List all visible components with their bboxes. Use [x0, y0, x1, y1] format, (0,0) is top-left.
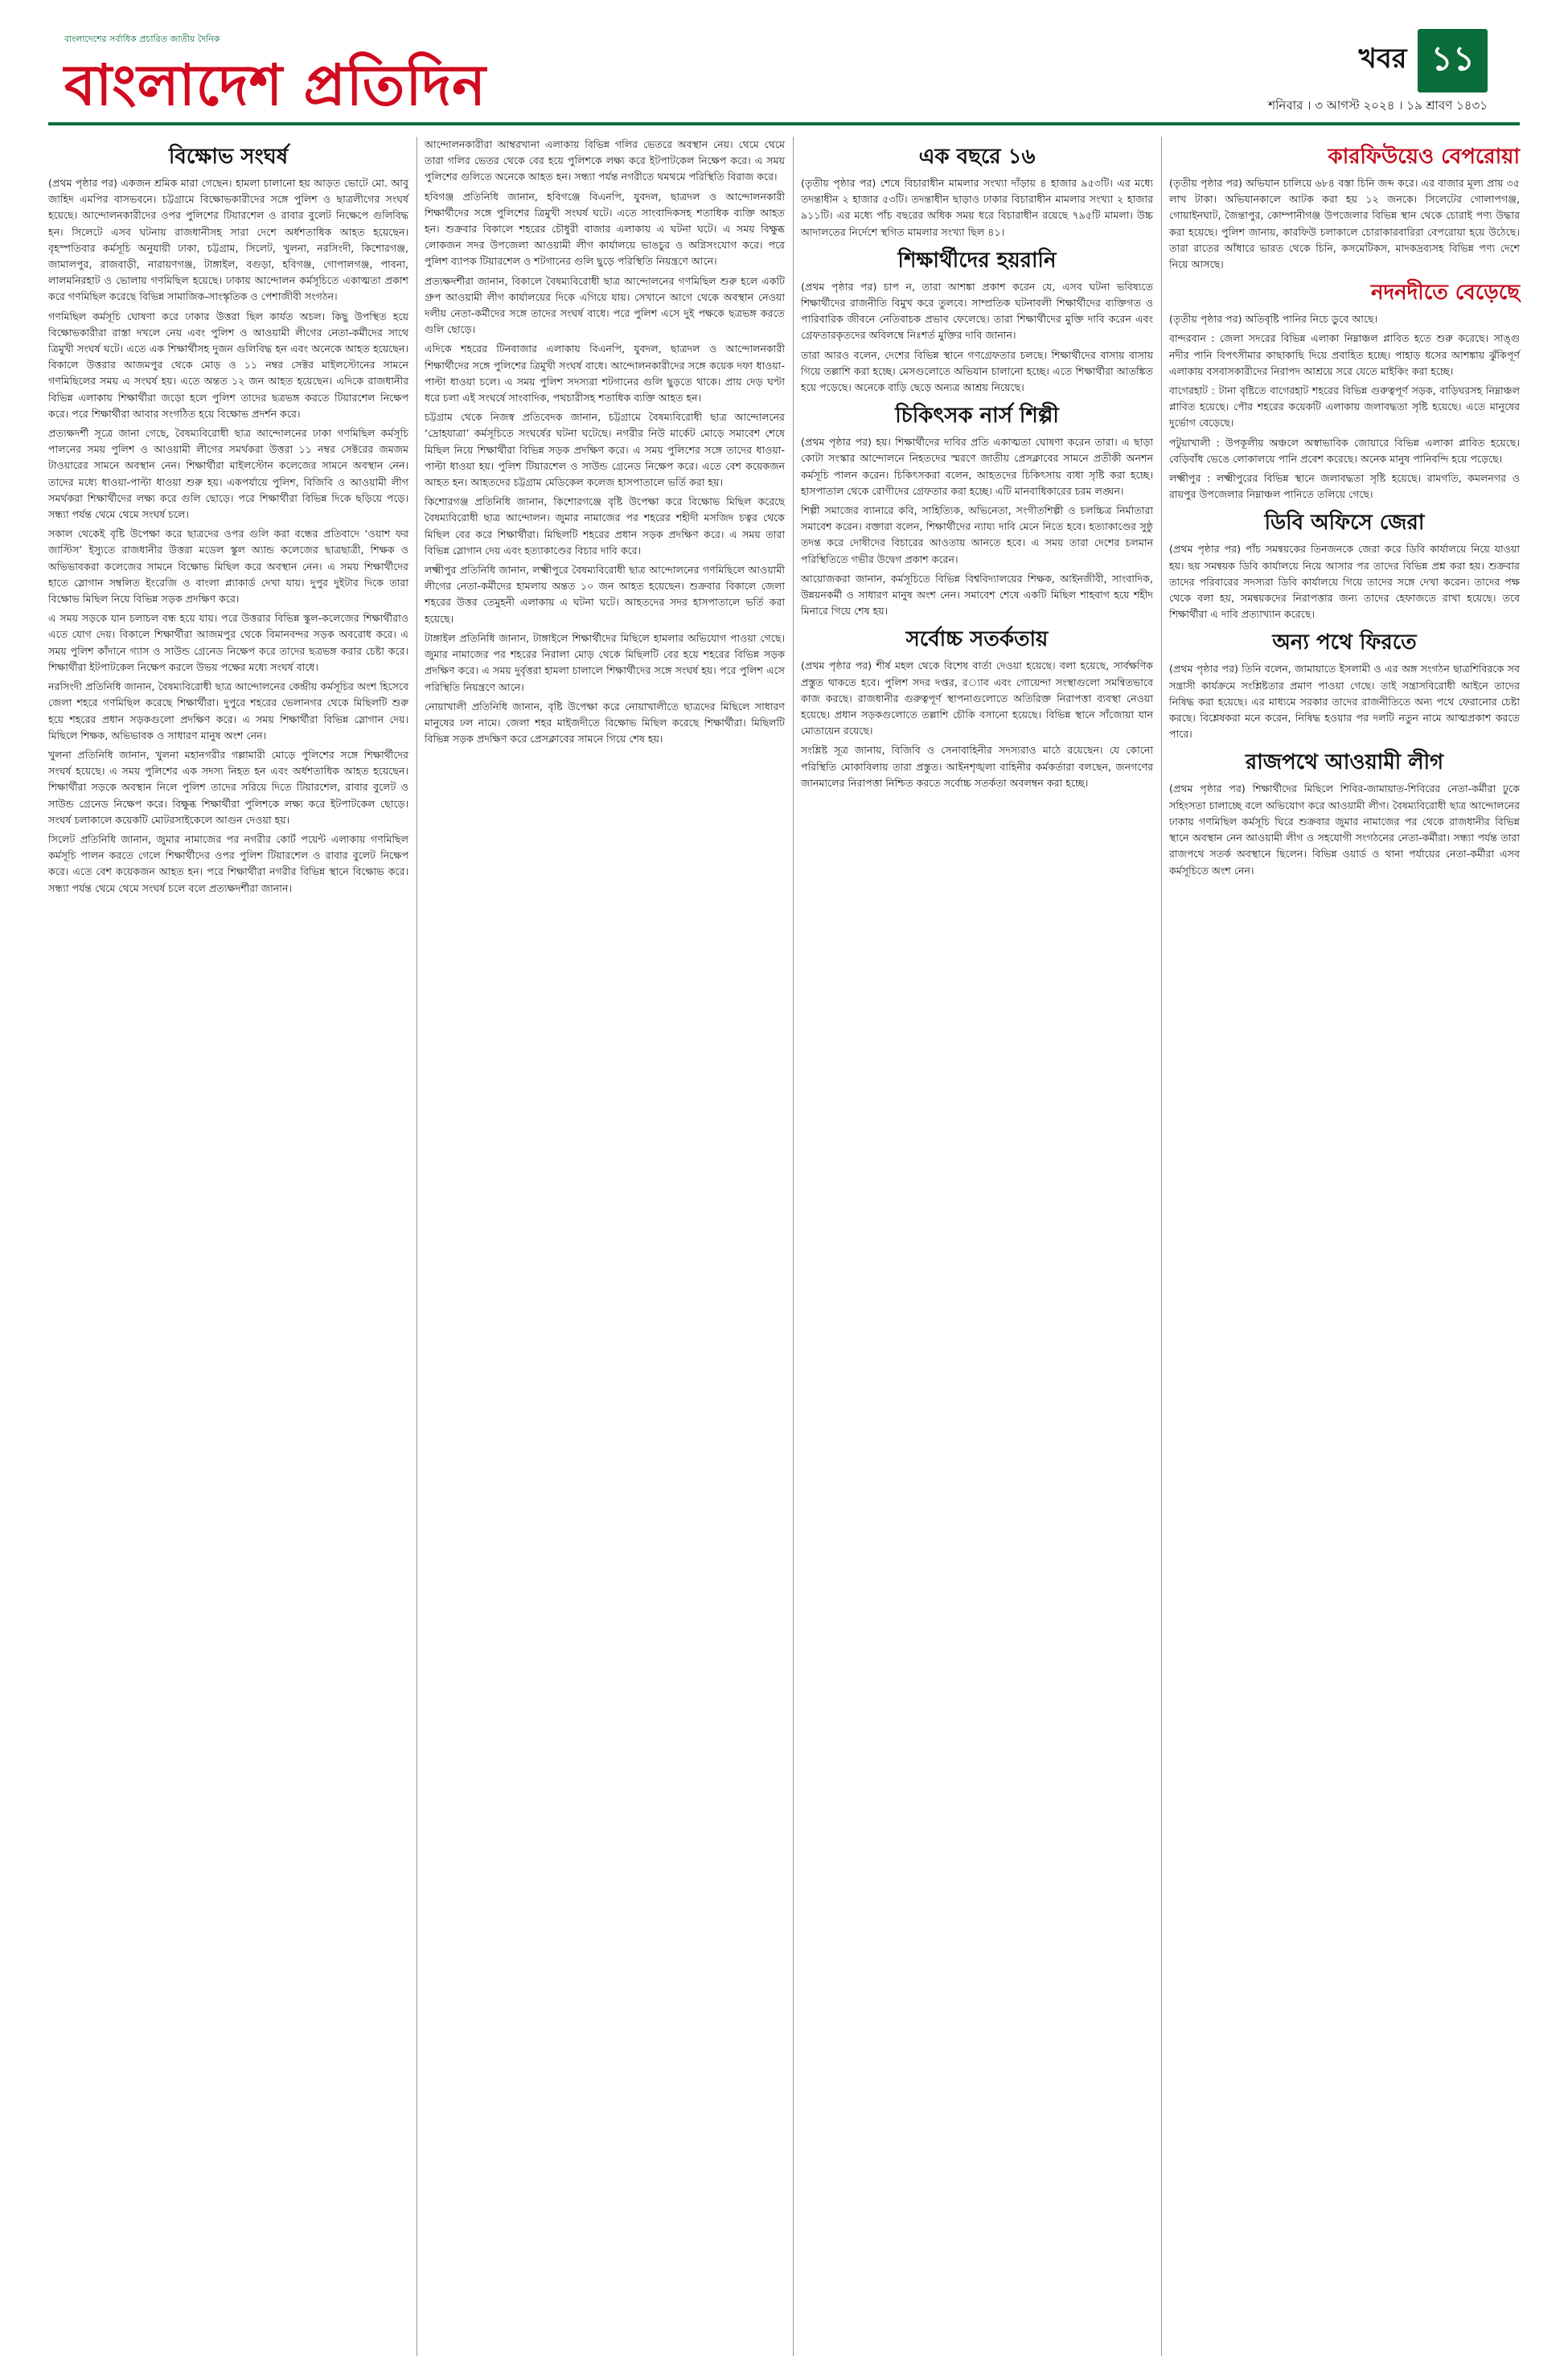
article-paragraph: লক্ষ্মীপুর প্রতিনিধি জানান, লক্ষ্মীপুরে বৈষম্যবিরোধী ছাত্র আন্দোলনের গণমিছিলে আওয়ামী লীগের নেতা-কর্মীদের হামলায় অন্তত ১০ জন আহত হয়েছেন। শুক্রবার বিকালে জেলা শহরের উত্তর তেমুহনী এলাকায় এ ঘটনা ঘটে। আহতদের সদর হাসপাতালে ভর্তি করা হয়েছে। [425, 564, 789, 625]
column-divider [1161, 137, 1162, 2356]
article-paragraph: খুলনা প্রতিনিধি জানান, খুলনা মহানগরীর গল্লামারী মোড়ে পুলিশের সঙ্গে শিক্ষার্থীদের সংঘর্ষ হয়েছে। এ সময় পুলিশের এক সদস্য নিহত হন এবং অর্ধশতাধিক আহত হয়েছেন। শিক্ষার্থীরা সড়কে অবস্থান নিলে পুলিশ তাদের সরিয়ে দিতে টিয়ারশেল, রাবার বুলেট ও সাউন্ড গ্রেনেড নিক্ষেপ করে। বিক্ষুব্ধ শিক্ষার্থীরা পুলিশকে লক্ষ্য করে ইটপাটকেল ছোড়ে। সংঘর্ষ চলাকালে কয়েকটি মোটরসাইকেলে আগুন দেওয়া হয়। [48, 748, 413, 826]
article-paragraph: তারা আরও বলেন, দেশের বিভিন্ন স্থানে গণগ্রেফতার চলছে। শিক্ষার্থীদের বাসায় বাসায় গিয়ে তল্লাশি করা হচ্ছে। মেসগুলোতে অভিযান চালানো হচ্ছে। এতে শিক্ষার্থীরা আতঙ্কিত হয়ে পড়েছে। অনেকে বাড়ি ছেড়ে অন্যত্র আশ্রয় নিয়েছে। [801, 348, 1157, 394]
masthead-tagline: বাংলাদেশের সর্বাধিক প্রচারিত জাতীয় দৈনিক [64, 34, 220, 44]
article-paragraph: শিল্পী সমাজের ব্যানারে কবি, সাহিত্যিক, অভিনেতা, সংগীতশিল্পী ও চলচ্চিত্র নির্মাতারা সমাবেশ করেন। বক্তারা বলেন, শিক্ষার্থীদের ন্যায্য দাবি মেনে নিতে হবে। হত্যাকাণ্ডের সুষ্ঠু তদন্ত করে দোষীদের বিচারের আওতায় আনতে হবে। এ সময় তারা দেশের চলমান পরিস্থিতিতে গভীর উদ্বেগ প্রকাশ করেন। [801, 504, 1157, 565]
article-paragraph: (প্রথম পৃষ্ঠার পর) তিনি বলেন, জামায়াতে ইসলামী ও এর অঙ্গ সংগঠন ছাত্রশিবিরকে সব সন্ত্রাসী কার্যক্রমে সংশ্লিষ্টতার প্রমাণ পাওয়া গেছে। তাই সন্ত্রাসবিরোধী আইনে তাদের নিষিদ্ধ করা হয়েছে। এর মাধ্যমে সরকার তাদের রাজনীতিতে অন্য পথে ফেরানোর চেষ্টা করছে। বিশ্লেষকরা মনে করেন, নিষিদ্ধ হওয়ার পর দলটি নতুন নামে আত্মপ্রকাশ করতে পারে। [1169, 663, 1524, 741]
article-paragraph: কিশোরগঞ্জ প্রতিনিধি জানান, কিশোরগঞ্জে বৃষ্টি উপেক্ষা করে বিক্ষোভ মিছিল করেছে বৈষম্যবিরোধী ছাত্র আন্দোলন। জুমার নামাজের পর শহরের শহীদী মসজিদ চত্বর থেকে মিছিল বের করে শিক্ষার্থীরা। মিছিলটি শহরের প্রধান সড়ক প্রদক্ষিণ করে। এ সময় তারা বিভিন্ন স্লোগান দেয় এবং হত্যাকাণ্ডের বিচার দাবি করে। [425, 495, 789, 557]
article-paragraph: আয়োজকরা জানান, কর্মসূচিতে বিভিন্ন বিশ্ববিদ্যালয়ের শিক্ষক, আইনজীবী, সাংবাদিক, উন্নয়নকর্মী ও সাধারণ মানুষ অংশ নেন। সমাবেশ শেষে একটি মিছিল শাহবাগ হয়ে শহীদ মিনারে গিয়ে শেষ হয়। [801, 572, 1157, 618]
article-paragraph: টাঙ্গাইল প্রতিনিধি জানান, টাঙ্গাইলে শিক্ষার্থীদের মিছিলে হামলার অভিযোগ পাওয়া গেছে। জুমার নামাজের পর শহরের নিরালা মোড় থেকে মিছিলটি বের হয়ে শহরের বিভিন্ন সড়ক প্রদক্ষিণ করে। এ সময় দুর্বৃত্তরা হামলা চালালে শিক্ষার্থীদের সঙ্গে সংঘর্ষ হয়। পরে পুলিশ এসে পরিস্থিতি নিয়ন্ত্রণে আনে। [425, 631, 789, 693]
article-paragraph: (প্রথম পৃষ্ঠার পর) চাপ ন, তারা আশঙ্কা প্রকাশ করেন যে, এসব ঘটনা ভবিষ্যতে শিক্ষার্থীদের রাজনীতি বিমুখ করে তুলবে। সাম্প্রতিক ঘটনাবলী শিক্ষার্থীদের ব্যক্তিগত ও পারিবারিক জীবনে নেতিবাচক প্রভাব ফেলেছে। তারা শিক্ষার্থীদের মুক্তি দাবি করেন এবং গ্রেফতারকৃতদের অবিলম্বে নিঃশর্ত মুক্তির দাবি জানান। [801, 280, 1157, 342]
article-paragraph: (প্রথম পৃষ্ঠার পর) একজন শ্রমিক মারা গেছেন। হামলা চালানো হয় আড়ত ভোটে মো. আবু জাহিদ এমপির বাসভবনে। চট্টগ্রামে বিক্ষোভকারীদের সঙ্গে পুলিশ ও ছাত্রলীগের সংঘর্ষ হয়েছে। আন্দোলনকারীদের ওপর পুলিশের টিয়ারশেল ও রাবার বুলেট নিক্ষেপে গুলিবিদ্ধ হন। সিলেটে এসব ঘটনায় রাজধানীসহ সারা দেশে অর্ধশতাধিক আহত হয়েছেন। বৃহস্পতিবার কর্মসূচি অনুযায়ী ঢাকা, চট্টগ্রাম, সিলেট, খুলনা, নরসিংদী, কিশোরগঞ্জ, জামালপুর, রাজবাড়ী, নারায়ণগঞ্জ, টাঙ্গাইল, বগুড়া, হবিগঞ্জ, গোপালগঞ্জ, পাবনা, লালমনিরহাট ও ভোলায় গণমিছিল হয়েছে। ঢাকায় আন্দোলন কর্মসূচিতে একাত্মতা প্রকাশ করে গণমিছিল করেছে বিভিন্ন সামাজিক-সাংস্কৃতিক ও পেশাজীবী সংগঠন। [48, 177, 413, 303]
page-number-badge: ১১ [1418, 29, 1488, 92]
article-paragraph: সংশ্লিষ্ট সূত্র জানায়, বিজিবি ও সেনাবাহিনীর সদস্যরাও মাঠে রয়েছেন। যে কোনো পরিস্থিতি মোকাবিলায় তারা প্রস্তুত। আইনশৃঙ্খলা বাহিনীর কর্মকর্তারা বলছেন, জনগণের জানমালের নিরাপত্তা নিশ্চিত করতে সর্বোচ্চ সতর্কতা অবলম্বন করা হচ্ছে। [801, 744, 1157, 789]
section-name: খবর [1358, 42, 1407, 75]
article-headline: কারফিউয়েও বেপরোয়া [1328, 145, 1520, 169]
article-headline: শিক্ষার্থীদের হয়রানি [897, 248, 1057, 273]
article-paragraph: সকাল থেকেই বৃষ্টি উপেক্ষা করে ছাত্রদের ওপর গুলি করা বন্ধের প্রতিবাদে ‘ওয়াশ ফর জাস্টিস’ ইস্যুতে রাজধানীর উত্তরা মডেল স্কুল অ্যান্ড কলেজের ছাত্রছাত্রী, শিক্ষক ও অভিভাবকরা কলেজের সামনে বিক্ষোভ মিছিল করে অবস্থান নেন। এ সময় শিক্ষার্থীদের হাতে স্লোগান সম্বলিত ইংরেজি ও বাংলা প্ল্যাকার্ড দেখা যায়। দুপুর দুইটার দিকে তারা বিক্ষোভ মিছিল নিয়ে বিভিন্ন সড়ক প্রদক্ষিণ করে। [48, 528, 413, 606]
article-paragraph: (তৃতীয় পৃষ্ঠার পর) শেষে বিচারাধীন মামলার সংখ্যা দাঁড়ায় ৪ হাজার ৯৫৩টি। এর মধ্যে তদন্তাধীন ২ হাজার ৫৩টি। তদন্তাধীন ছাড়াও ঢাকার বিচারাধীন মামলার সংখ্যা ২ হাজার ৯১১টি। এর মধ্যে পাঁচ বছরের অধিক সময় ধরে বিচারাধীন রয়েছে ৭৯৫টি মামলা। উচ্চ আদালতের নির্দেশে স্থগিত মামলার সংখ্যা ছিল ৪১। [801, 177, 1157, 238]
article-paragraph: প্রত্যক্ষদর্শী সূত্রে জানা গেছে, বৈষম্যবিরোধী ছাত্র আন্দোলনের ঢাকা গণমিছিল কর্মসূচি পালনের সময় পুলিশ ও আওয়ামী লীগের সমর্থকরা উত্তরা ১১ নম্বর সেক্টরের জমজম টাওয়ারের সামনে অবস্থান নেন। শিক্ষার্থীরা মাইলস্টোন কলেজের সামনে অবস্থান নেন। তাদের মধ্যে ধাওয়া-পাল্টা ধাওয়া শুরু হয়। একপর্যায়ে পুলিশ, বিজিবি ও আওয়ামী লীগ সমর্থকরা শিক্ষার্থীদের লক্ষ্য করে গুলি ছোড়ে। পরে শিক্ষার্থীরা বিভিন্ন দিকে ছড়িয়ে পড়ে। সন্ধ্যা পর্যন্ত থেমে থেমে সংঘর্ষ চলে। [48, 427, 413, 521]
article-paragraph: লক্ষ্মীপুর : লক্ষ্মীপুরের বিভিন্ন স্থানে জলাবদ্ধতা সৃষ্টি হয়েছে। রামগতি, কমলনগর ও রায়পুর উপজেলার নিম্নাঞ্চল পানিতে তলিয়ে গেছে। [1169, 472, 1524, 501]
column-3 [801, 137, 1157, 795]
section-header [1359, 32, 1488, 88]
article-headline: রাজপথে আওয়ামী লীগ [1245, 750, 1444, 775]
article-paragraph: (প্রথম পৃষ্ঠার পর) পাঁচ সমন্বয়কের তিনজনকে জেরা করে ডিবি কার্যালয়ে নিয়ে যাওয়া হয়। ছয় সমন্বয়ক ডিবি কার্যালয়ে নিয়ে আসার পর তাদের বিভিন্ন প্রশ্ন করা হয়। শুক্রবার তাদের পরিবারের সদস্যরা ডিবি কার্যালয়ে গিয়ে তাদের সঙ্গে দেখা করেন। তাদের পক্ষ থেকে বলা হয়, সমন্বয়কদের নিরাপত্তার জন্য তাদের হেফাজতে রাখা হয়েছে। তবে শিক্ষার্থীরা এ দাবি প্রত্যাখ্যান করেছে। [1169, 543, 1524, 621]
article-paragraph: (প্রথম পৃষ্ঠার পর) শীর্ষ মহল থেকে বিশেষ বার্তা দেওয়া হয়েছে। বলা হয়েছে, সার্বক্ষণিক প্রস্তুত থাকতে হবে। পুলিশ সদর দপ্তর, র‌্যাব এবং গোয়েন্দা সংস্থাগুলো সমন্বিতভাবে কাজ করছে। রাজধানীর গুরুত্বপূর্ণ স্থাপনাগুলোতে অতিরিক্ত নিরাপত্তা ব্যবস্থা নেওয়া হয়েছে। প্রধান সড়কগুলোতে তল্লাশি চৌকি বসানো হয়েছে। বিভিন্ন স্থানে সাঁজোয়া যান মোতায়েন রয়েছে। [801, 659, 1157, 737]
column-2 [425, 137, 789, 750]
column-1 [48, 137, 413, 900]
article-paragraph: (প্রথম পৃষ্ঠার পর) শিক্ষার্থীদের মিছিলে শিবির-জামায়াত-শিবিরের নেতা-কর্মীরা ঢুকে সহিংসতা চালাচ্ছে বলে অভিযোগ করে আওয়ামী লীগ। বৈষম্যবিরোধী ছাত্র আন্দোলনের ঢাকায় গণমিছিল কর্মসূচি ঘিরে শুক্রবার জুমার নামাজের পর থেকে রাজধানীর বিভিন্ন স্থানে অবস্থান নেন আওয়ামী লীগ ও সহযোগী সংগঠনের নেতা-কর্মীরা। সন্ধ্যা পর্যন্ত তারা রাজপথে সতর্ক অবস্থানে ছিলেন। বিভিন্ন ওয়ার্ড ও থানা পর্যায়ের নেতা-কর্মীরা এসব কর্মসূচিতে অংশ নেন। [1169, 782, 1524, 877]
article-headline: এক বছরে ১৬ [918, 145, 1036, 169]
article-paragraph: আন্দোলনকারীরা আম্বরখানা এলাকায় বিভিন্ন গলির ভেতরে অবস্থান নেয়। থেমে থেমে তারা গলির ভেতর থেকে বের হয়ে পুলিশকে লক্ষ্য করে ইটপাটকেল নিক্ষেপ করে। এ সময় পুলিশের গুলিতে অনেকে আহত হন। সন্ধ্যা পর্যন্ত নগরীতে থমথমে পরিস্থিতি বিরাজ করে। [425, 138, 789, 183]
article-headline: নদনদীতে বেড়েছে [1370, 281, 1520, 306]
article-headline: সর্বোচ্চ সতর্কতায় [905, 627, 1049, 652]
article-paragraph: (প্রথম পৃষ্ঠার পর) হয়। শিক্ষার্থীদের দাবির প্রতি একাত্মতা ঘোষণা করেন তারা। এ ছাড়া কোটা সংস্কার আন্দোলনে নিহতদের স্মরণে জাতীয় প্রেসক্লাবের সামনে প্রতীকী অনশন কর্মসূচি পালন করেন। চিকিৎসকরা বলেন, আহতদের চিকিৎসায় বাধা সৃষ্টি করা হচ্ছে। হাসপাতাল থেকে রোগীদের গ্রেফতার করা হচ্ছে। এটি মানবাধিকারের চরম লঙ্ঘন। [801, 436, 1157, 497]
article-headline: অন্য পথে ফিরতে [1272, 630, 1417, 655]
article-paragraph: প্রত্যক্ষদর্শীরা জানান, বিকালে বৈষম্যবিরোধী ছাত্র আন্দোলনের গণমিছিল শুরু হলে একটি গ্রুপ আওয়ামী লীগ কার্যালয়ের দিকে এগিয়ে যায়। সেখানে আগে থেকে অবস্থান নেওয়া দলীয় নেতা-কর্মীদের সঙ্গে তাদের সংঘর্ষ বাধে। পরে পুলিশ এসে দুই পক্ষকে ছত্রভঙ্গ করতে গুলি ছোড়ে। [425, 274, 789, 336]
article-paragraph: পটুয়াখালী : উপকূলীয় অঞ্চলে অস্বাভাবিক জোয়ারে বিভিন্ন এলাকা প্লাবিত হয়েছে। বেড়িবাঁধ ভেঙে লোকালয়ে পানি প্রবেশ করেছে। অনেক মানুষ পানিবন্দি হয়ে পড়েছে। [1169, 436, 1524, 465]
article-paragraph: (তৃতীয় পৃষ্ঠার পর) অতিবৃষ্টি পানির নিচে ডুবে আছে। [1169, 313, 1378, 326]
masthead [48, 24, 1520, 121]
newspaper-title: বাংলাদেশ প্রতিদিন [64, 51, 486, 118]
article-paragraph: হবিগঞ্জ প্রতিনিধি জানান, হবিগঞ্জে বিএনপি, যুবদল, ছাত্রদল ও আন্দোলনকারী শিক্ষার্থীদের সঙ্গে পুলিশের ত্রিমুখী সংঘর্ষ ঘটে। এতে সাংবাদিকসহ শতাধিক ব্যক্তি আহত হন। শুক্রবার বিকালে শহরের চৌধুরী বাজার এলাকায় এ ঘটনা ঘটে। এ সময় বিক্ষুব্ধ লোকজন সদর উপজেলা আওয়ামী লীগ কার্যালয়ে ভাঙচুর ও অগ্নিসংযোগ করে। পরে পুলিশ ব্যাপক টিয়ারশেল ও শটগানের গুলি ছুড়ে পরিস্থিতি নিয়ন্ত্রণে আনে। [425, 190, 789, 268]
article-paragraph: চট্টগ্রাম থেকে নিজস্ব প্রতিবেদক জানান, চট্টগ্রামে বৈষম্যবিরোধী ছাত্র আন্দোলনের ‘দ্রোহযাত্রা’ কর্মসূচিতে সংঘর্ষের ঘটনা ঘটেছে। নগরীর নিউ মার্কেট মোড়ে সমাবেশ শেষে মিছিল নিয়ে শিক্ষার্থীরা বিভিন্ন সড়ক প্রদক্ষিণ করে। এ সময় পুলিশের সঙ্গে তাদের ধাওয়া-পাল্টা ধাওয়া হয়। পুলিশ টিয়ারশেল ও সাউন্ড গ্রেনেড নিক্ষেপ করে। এতে বেশ কয়েকজন আহত হন। আহতদের চট্টগ্রাম মেডিকেল কলেজ হাসপাতালে ভর্তি করা হয়। [425, 411, 789, 489]
article-paragraph: সিলেট প্রতিনিধি জানান, জুমার নামাজের পর নগরীর কোর্ট পয়েন্ট এলাকায় গণমিছিল কর্মসূচি পালন করতে গেলে শিক্ষার্থীদের ওপর পুলিশ টিয়ারশেল ও রাবার বুলেট নিক্ষেপ করে। এতে বেশ কয়েকজন আহত হন। পরে শিক্ষার্থীরা নগরীর বিভিন্ন স্থানে বিক্ষোভ করে। সন্ধ্যা পর্যন্ত থেমে থেমে সংঘর্ষ চলে বলে প্রত্যক্ষদর্শীরা জানান। [48, 832, 413, 894]
article-paragraph: বাগেরহাট : টানা বৃষ্টিতে বাগেরহাট শহরের বিভিন্ন গুরুত্বপূর্ণ সড়ক, বাড়িঘরসহ নিম্নাঞ্চল প্লাবিত হয়েছে। পৌর শহরের কয়েকটি এলাকায় জলাবদ্ধতা সৃষ্টি হয়েছে। এতে মানুষের দুর্ভোগ বেড়েছে। [1169, 384, 1524, 429]
column-divider [793, 137, 794, 2356]
article-paragraph: নোয়াখালী প্রতিনিধি জানান, বৃষ্টি উপেক্ষা করে নোয়াখালীতে ছাত্রদের মিছিলে সাধারণ মানুষের ঢল নামে। জেলা শহর মাইজদীতে বিক্ষোভ মিছিল করেছে শিক্ষার্থীরা। মিছিলটি বিভিন্ন সড়ক প্রদক্ষিণ করে প্রেসক্লাবের সামনে গিয়ে শেষ হয়। [425, 700, 789, 745]
article-paragraph: এ সময় সড়কে যান চলাচল বন্ধ হয়ে যায়। পরে উত্তরার বিভিন্ন স্কুল-কলেজের শিক্ষার্থীরাও এতে যোগ দেয়। বিকালে শিক্ষার্থীরা আজমপুর থেকে বিমানবন্দর সড়ক অবরোধ করে। এ সময় পুলিশ কাঁদানে গ্যাস ও সাউন্ড গ্রেনেড নিক্ষেপ করে তাদের ছত্রভঙ্গ করার চেষ্টা করে। শিক্ষার্থীরা ইটপাটকেল নিক্ষেপ করলে উভয় পক্ষের মধ্যে সংঘর্ষ বাধে। [48, 612, 413, 673]
article-paragraph: গণমিছিল কর্মসূচি ঘোষণা করে ঢাকার উত্তরা ছিল কার্যত অচল। কিছু উপস্থিত হয়ে বিক্ষোভকারীরা রাস্তা দখলে নেয় এবং পুলিশ ও আওয়ামী লীগের নেতা-কর্মীদের সাথে ত্রিমুখী সংঘর্ষ ঘটে। এতে এক শিক্ষার্থীসহ দুজন গুলিবিদ্ধ হন এবং অনেকে আহত হয়েছেন। বিকালে উত্তরার আজমপুর থেকে মোড় ও ১১ নম্বর সেক্টর মাইলস্টোনের সামনে গণমিছিলের সময় এ সংঘর্ষ হয়। এতে অন্তত ১২ জন আহত হয়েছেন। এদিকে রাজধানীর বিভিন্ন এলাকায় শিক্ষার্থীরা জড়ো হলে পুলিশ তাদের ছত্রভঙ্গ করতে টিয়ারশেল নিক্ষেপ করে। পরে শিক্ষার্থীরা আবার সংগঠিত হয়ে বিক্ষোভ প্রদর্শন করে। [48, 310, 413, 420]
article-paragraph: (তৃতীয় পৃষ্ঠার পর) অভিযান চালিয়ে ৬৮৪ বস্তা চিনি জব্দ করে। এর বাজার মূল্য প্রায় ৩৫ লাখ টাকা। অভিযানকালে আটক করা হয় ১২ জনকে। সিলেটের গোলাপগঞ্জ, গোয়াইনঘাট, জৈন্তাপুর, কোম্পানীগঞ্জ উপজেলার বিভিন্ন স্থান থেকে চোরাই পণ্য উদ্ধার করা হয়েছে। পুলিশ জানায়, কারফিউ চলাকালে চোরাকারবারিরা বেপরোয়া হয়ে উঠেছে। তারা রাতের আঁধারে ভারত থেকে চিনি, কসমেটিকস, মাদকদ্রব্যসহ বিভিন্ন পণ্য দেশে নিয়ে আসছে। [1169, 177, 1524, 271]
article-headline: বিক্ষোভ সংঘর্ষ [168, 145, 289, 169]
article-headline: ডিবি অফিসে জেরা [1264, 511, 1425, 536]
column-4 [1169, 137, 1524, 882]
article-paragraph: এদিকে শহরের টিনবাজার এলাকায় বিএনপি, যুবদল, ছাত্রদল ও আন্দোলনকারী শিক্ষার্থীদের সঙ্গে পুলিশের ত্রিমুখী সংঘর্ষ বাধে। আন্দোলনকারীদের সঙ্গে কয়েক দফা ধাওয়া-পাল্টা ধাওয়া চলে। এ সময় পুলিশ সদস্যরা শটগানের গুলি ছুড়তে থাকে। প্রায় দেড় ঘণ্টা ধরে চলা এই সংঘর্ষে সাংবাদিক, পথচারীসহ শতাধিক ব্যক্তি আহত হন। [425, 343, 789, 405]
masthead-divider [48, 122, 1520, 125]
date-line: শনিবার । ৩ আগস্ট ২০২৪ । ১৯ শ্রাবণ ১৪৩১ [1268, 98, 1488, 113]
article-paragraph: বান্দরবান : জেলা সদরের বিভিন্ন এলাকা নিম্নাঞ্চল প্লাবিত হতে শুরু করেছে। সাঙ্গু নদীর পানি বিপৎসীমার কাছাকাছি দিয়ে প্রবাহিত হচ্ছে। পাহাড় ধসের আশঙ্কায় ঝুঁকিপূর্ণ এলাকায় বসবাসকারীদের নিরাপদ আশ্রয়ে সরে যেতে মাইকিং করা হচ্ছে। [1169, 332, 1524, 377]
article-paragraph: নরসিংদী প্রতিনিধি জানান, বৈষম্যবিরোধী ছাত্র আন্দোলনের কেন্দ্রীয় কর্মসূচির অংশ হিসেবে জেলা শহরে গণমিছিল করেছে শিক্ষার্থীরা। দুপুরে শহরের ভেলানগর থেকে মিছিলটি শুরু হয়ে শহরের প্রধান সড়কগুলো প্রদক্ষিণ করে। এ সময় শিক্ষার্থীরা বিভিন্ন স্লোগান দেয়। মিছিলে শিক্ষক, অভিভাবক ও সাধারণ মানুষ অংশ নেন। [48, 680, 413, 741]
article-headline: চিকিৎসক নার্স শিল্পী [895, 404, 1059, 429]
